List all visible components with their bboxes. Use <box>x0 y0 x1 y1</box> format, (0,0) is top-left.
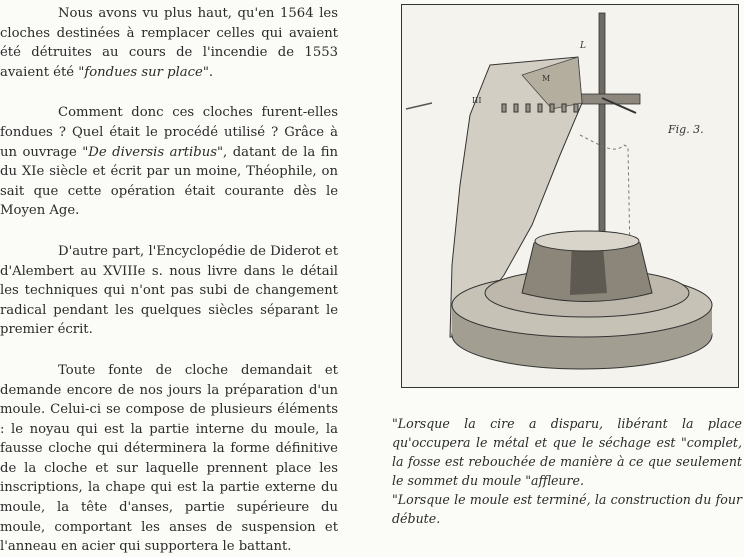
paragraph-1-end: . <box>208 64 214 80</box>
figure-roman-numeral: III <box>472 96 482 105</box>
paragraph-1-text: Nous avons vu plus haut, qu'en 1564 les cloches destinées à remplacer celles qui avaient été détruites au cours de l'incendie de 1553 avaient été <box>0 6 338 80</box>
paragraph-4: Toute fonte de cloche demandait et demande encore de nos jours la préparation d'un moule. Celui-ci se compose de plusieurs éléments : le noyau qui est la partie interne du moule, la fausse cloche qui déterminera la forme définitive de la cloche et sur laquelle prennent place les inscriptions, la chape qui est la partie externe du moule, la tête d'anses, partie supérieure du moule, comportant les anses de suspension et l'anneau en acier qui supportera le battant. <box>0 362 338 555</box>
body-text-column <box>0 4 338 557</box>
bell-mould-illustration <box>401 4 739 388</box>
caption-paragraph-2: "Lorsque le moule est terminé, la construction du four débute. <box>392 492 742 526</box>
figure-letter-m: M <box>542 74 551 83</box>
paragraph-1 <box>0 4 338 82</box>
paragraph-2-book-title: "De diversis artibus" <box>82 144 224 160</box>
bell-mould-drawing <box>402 5 740 389</box>
caption-paragraph-1: "Lorsque la cire a disparu, libérant la place qu'occupera le métal et que le séchage est "complet, la fosse est rebouchée de manière à ce que seulement le sommet du moule "affleure. <box>392 416 742 488</box>
axis-pole <box>599 13 605 253</box>
paragraph-2 <box>0 103 338 221</box>
figure-letter-l: L <box>580 41 586 51</box>
paragraph-1-quote: "fondues sur place" <box>78 64 209 80</box>
bell-core-top <box>535 231 639 251</box>
bar-extension <box>406 103 432 109</box>
figure-caption <box>392 414 742 528</box>
figure-label: Fig. 3. <box>668 123 704 136</box>
paragraph-3: D'autre part, l'Encyclopédie de Diderot et d'Alembert au XVIIIe s. nous livre dans le détail les techniques qui n'ont pas subi de changement radical pendant les quelques siècles séparant le premier écrit. <box>0 243 339 338</box>
paragraph-2-end: , datant de la fin du XIe siècle et écrit par un moine, Théophile, on sait que cette opération était courante dès le Moyen Age. <box>0 144 338 219</box>
paragraph-2-text: Comment donc ces cloches furent-elles fondues ? Quel était le procédé utilisé ? Grâce à un ouvrage <box>0 105 338 160</box>
